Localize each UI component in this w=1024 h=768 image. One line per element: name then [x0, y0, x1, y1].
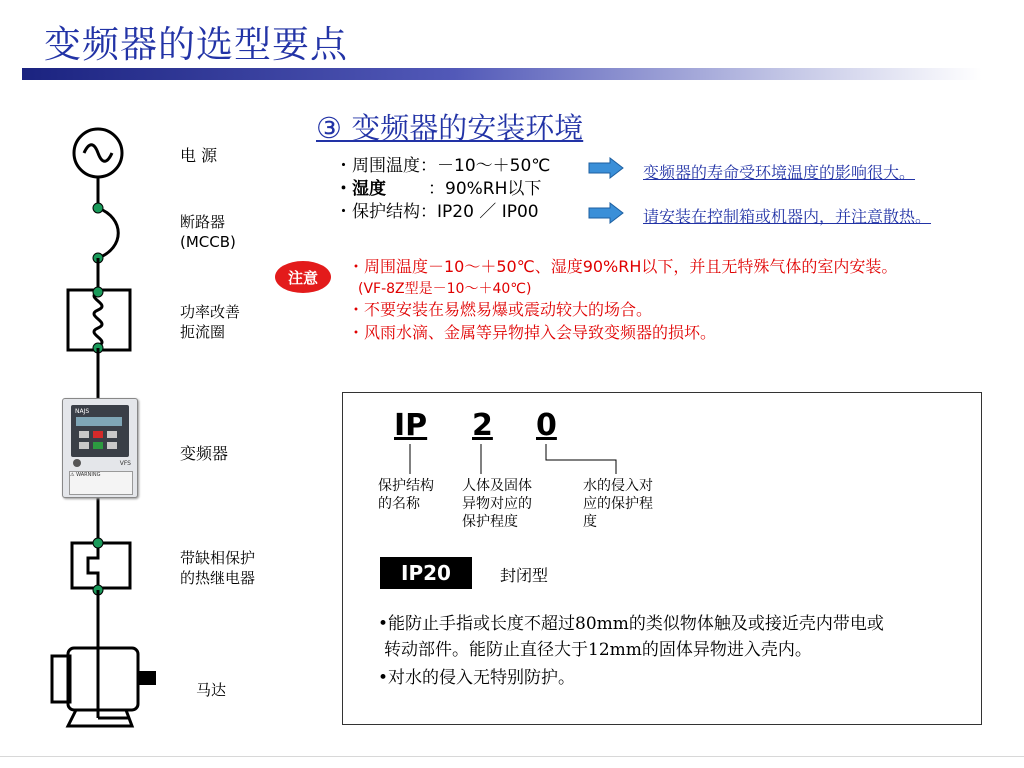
inverter-device-image: [62, 398, 138, 498]
label-reactor-2: 扼流圈: [180, 323, 226, 341]
ip-code-first-digit: 2: [472, 408, 493, 443]
ip-desc-name-1: 保护结构: [378, 478, 434, 494]
page-title: 变频器的选型要点: [44, 23, 348, 66]
footer-divider: [0, 756, 1024, 757]
inverter-model: VFS: [119, 460, 131, 467]
label-breaker: 断路器: [180, 213, 226, 231]
ip-code-second-digit: 0: [536, 408, 557, 443]
spec-humidity-value: ：90%RH以下: [428, 179, 542, 199]
spec-temperature: ・周围温度：－10～＋50℃: [335, 156, 551, 176]
ip-desc-water-1: 水的侵入对: [583, 478, 653, 494]
ip-code-connectors: [342, 440, 642, 480]
motor-icon: [52, 648, 156, 726]
ip-code-ip: IP: [394, 408, 428, 443]
ip-desc-solid-1: 人体及固体: [462, 478, 532, 494]
label-reactor: 功率改善: [180, 303, 241, 321]
arrow-right-icon: [588, 157, 624, 179]
ip20-bullet-2: •对水的侵入无特别防护。: [378, 668, 576, 688]
ip20-type-label: 封闭型: [500, 566, 549, 585]
arrow-right-icon: [588, 202, 624, 224]
caution-line-3: ・不要安装在易燃易爆或震动较大的场合。: [348, 300, 653, 319]
inverter-warning-label: ⚠ WARNING: [69, 471, 133, 495]
caution-line-2: (VF-8Z型是－10～＋40℃): [358, 281, 532, 297]
reactor-coil-icon: [68, 287, 130, 353]
breaker-icon: [93, 203, 118, 263]
ip-desc-water-2: 应的保护程: [583, 496, 653, 512]
label-power: 电 源: [180, 146, 218, 165]
label-inverter: 变频器: [180, 444, 229, 463]
caution-line-1: ・周围温度－10～＋50℃、湿度90%RH以下，并且无特殊气体的室内安装。: [348, 257, 898, 276]
caution-badge: 注意: [275, 261, 331, 293]
ip-desc-name-2: 的名称: [378, 496, 420, 512]
ip20-bullet-1-line-2: 转动部件。能防止直径大于12mm的固体异物进入壳内。: [384, 640, 812, 660]
ip-desc-solid-2: 异物对应的: [462, 496, 532, 512]
spec-humidity-label: ・湿度: [335, 179, 386, 199]
advice-install: 请安装在控制箱或机器内，并注意散热。: [643, 207, 932, 226]
ip20-badge: IP20: [380, 557, 472, 589]
section-subtitle: ③ 变频器的安装环境: [316, 111, 584, 145]
advice-temperature: 变频器的寿命受环境温度的影响很大。: [643, 163, 916, 182]
spec-protection: ・保护结构：IP20 ／ IP00: [335, 202, 539, 222]
ac-source-icon: [74, 129, 122, 177]
label-thermal-relay: 带缺相保护: [180, 549, 256, 567]
title-underline-bar: [22, 68, 982, 80]
label-breaker-mccb: (MCCB): [180, 233, 236, 251]
label-motor: 马达: [196, 681, 227, 699]
ip-desc-water-3: 度: [583, 514, 597, 530]
ip20-bullet-1-line-1: •能防止手指或长度不超过80mm的类似物体触及或接近壳内带电或: [378, 614, 884, 634]
inverter-brand: NAJS: [75, 408, 90, 415]
caution-line-4: ・风雨水滴、金属等异物掉入会导致变频器的损坏。: [348, 323, 717, 342]
label-thermal-relay-2: 的热继电器: [180, 569, 256, 587]
thermal-relay-icon: [72, 538, 130, 595]
inverter-keypad: [71, 405, 129, 457]
ip-desc-solid-3: 保护程度: [462, 514, 518, 530]
